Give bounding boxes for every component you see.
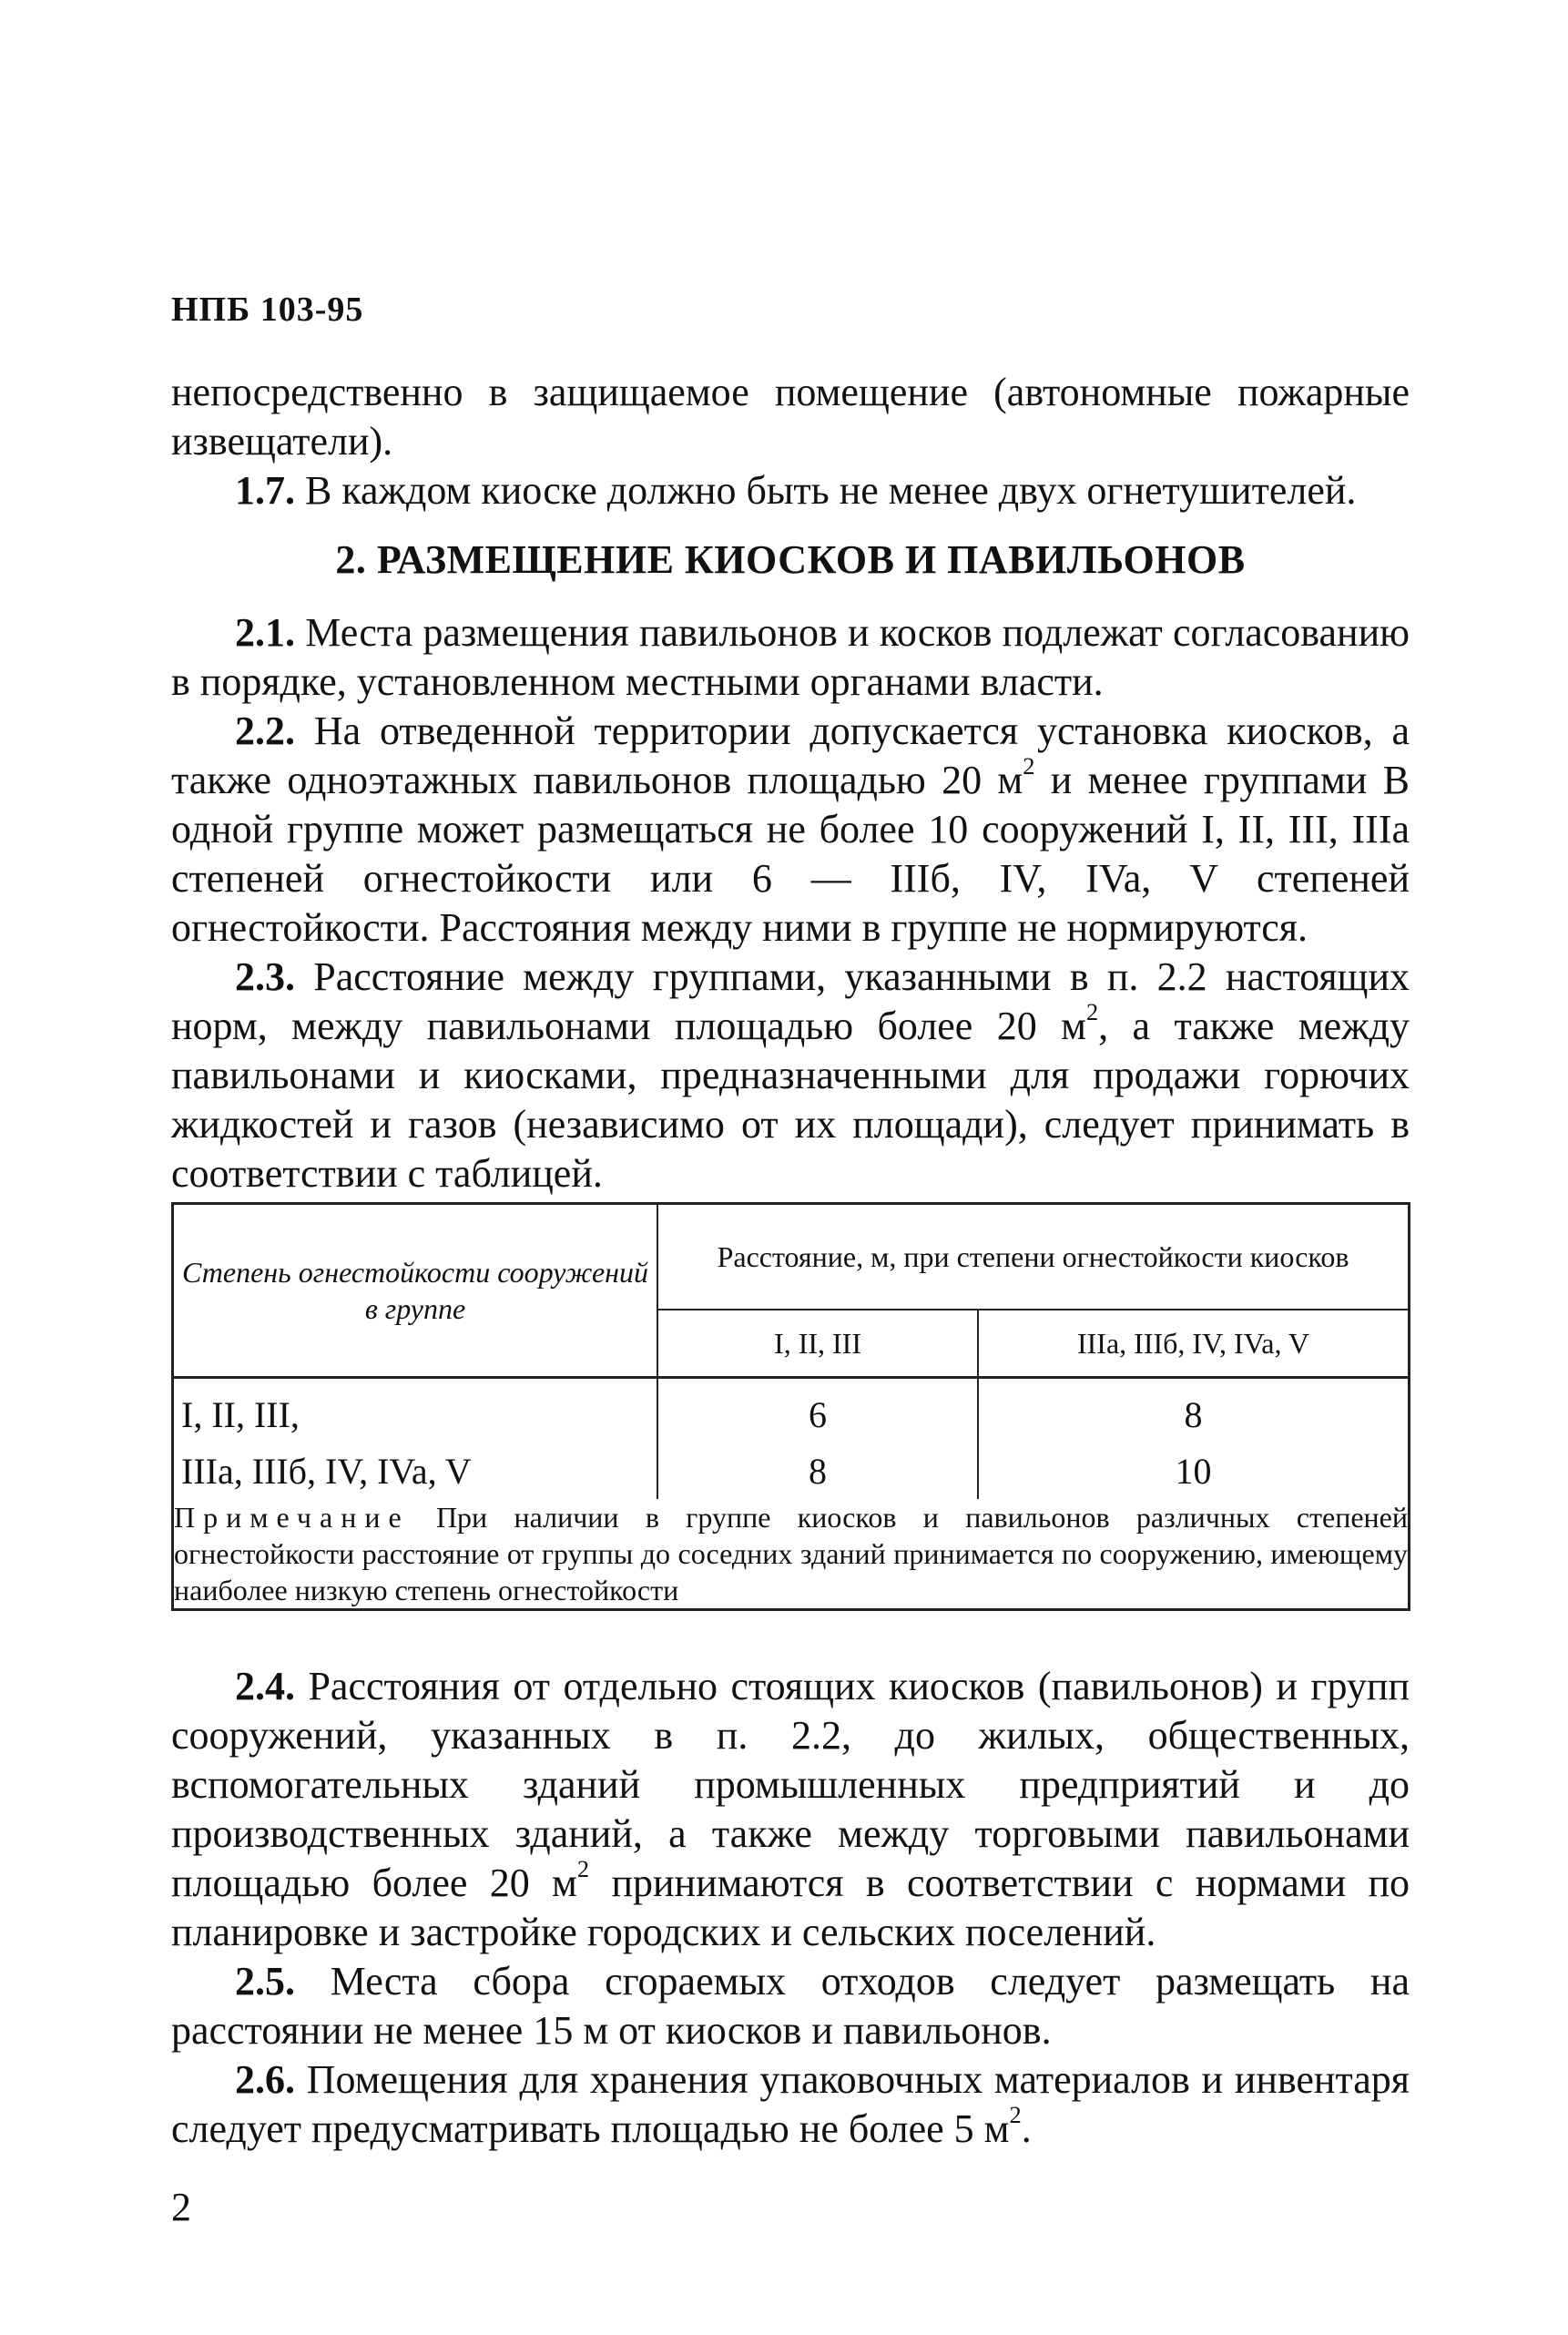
section-heading: 2. РАЗМЕЩЕНИЕ КИОСКОВ И ПАВИЛЬОНОВ — [335, 537, 1246, 582]
paragraph-text: . — [1021, 2106, 1032, 2151]
table-cell-value: 6 — [657, 1378, 978, 1443]
paragraph-text: , а также между павильонами и киосками, предназначенными для продажи горючих жидкостей и газов (независимо от их площади), следует принимать в соответствии с таблицей. — [171, 1004, 1410, 1196]
superscript: 2 — [1085, 998, 1099, 1026]
table-header-fire-resistance: Степень огнестойкости сооружений в группе — [173, 1204, 658, 1378]
paragraph-2-4 — [171, 1662, 1410, 1957]
table-cell-label: I, II, III, — [173, 1378, 658, 1443]
page-number: 2 — [171, 2185, 191, 2229]
superscript: 2 — [1023, 752, 1035, 780]
paragraph-text: и менее группами В одной группе может размещаться не более 10 сооружений I, II, III, IIIa степеней огнестойкости или 6 — IIIб, IV, IVa, V степеней огнестойкости. Расстояния между ними в группе не нормируются. — [171, 758, 1410, 950]
paragraph-text: принимаются в соответствии с нормами по планировке и застройке городских и сельских поселений. — [171, 1861, 1410, 1954]
paragraph-text: Места размещения павильонов и косков подлежат согласованию в порядке, установленном местными органами власти. — [171, 610, 1410, 704]
paragraph-number: 2.6. — [235, 2057, 295, 2102]
paragraph-text: Расстояния от отдельно стоящих киосков (павильонов) и групп сооружений, указанных в п. 2.2, до жилых, общественных, вспомогательных зданий промышленных предприятий и до производственных зданий, а также между торговыми павильонами площадью более 20 м — [171, 1664, 1410, 1905]
paragraph-number: 2.3. — [235, 954, 295, 999]
table-row — [173, 1378, 1410, 1443]
table-cell-label: IIIa, IIIб, IV, IVa, V — [173, 1443, 658, 1499]
paragraph-2-2 — [171, 707, 1410, 953]
paragraph-number: 2.2. — [235, 709, 295, 753]
superscript: 2 — [1009, 2101, 1022, 2129]
paragraph-number: 2.4. — [235, 1664, 295, 1708]
document-code: НПБ 103-95 — [171, 291, 364, 329]
fire-distance-table — [171, 1202, 1410, 1611]
paragraph-text: В каждом киоске должно быть не менее двух огнетушителей. — [295, 468, 1357, 513]
body-text-top — [171, 368, 1410, 1198]
paragraph-2-6 — [171, 2055, 1410, 2154]
paragraph-text: Расстояние между группами, указанными в п. 2.2 настоящих норм, между павильонами площадью более 20 м — [171, 954, 1410, 1048]
paragraph-number: 1.7. — [235, 468, 295, 513]
note-text: При наличии в группе киосков и павильонов различных степеней огнестойкости расстояние от группы до соседних зданий принимается по сооружению, имеющему наиболее низкую степень огнестойкости — [174, 1501, 1408, 1606]
table-cell-value: 10 — [978, 1443, 1410, 1499]
table-row — [173, 1443, 1410, 1499]
table-cell-value: 8 — [657, 1443, 978, 1499]
paragraph-2-5 — [171, 1957, 1410, 2055]
table-subheader-1: I, II, III — [657, 1310, 978, 1378]
table-cell-value: 8 — [978, 1378, 1410, 1443]
paragraph-text: На отведенной территории допускается установка киосков, а также одноэтажных павильонов площадью 20 м — [171, 709, 1410, 802]
table-header-distance: Расстояние, м, при степени огнестойкости киосков — [657, 1204, 1410, 1310]
paragraph-number: 2.1. — [235, 610, 295, 655]
paragraph-2-1 — [171, 608, 1410, 707]
paragraph-text: Места сбора сгораемых отходов следует размещать на расстоянии не менее 15 м от киосков и павильонов. — [171, 1959, 1410, 2053]
paragraph-number: 2.5. — [235, 1959, 295, 2004]
paragraph-2-3 — [171, 953, 1410, 1198]
paragraph-text: Помещения для хранения упаковочных материалов и инвентаря следует предусматривать площадью не более 5 м — [171, 2057, 1410, 2151]
superscript: 2 — [576, 1855, 590, 1883]
table-note — [173, 1499, 1410, 1610]
table-subheader-2: IIIa, IIIб, IV, IVa, V — [978, 1310, 1410, 1378]
continuation-paragraph: непосредственно в защищаемое помещение (автономные пожарные извещатели). — [171, 370, 1410, 464]
body-text-bottom — [171, 1662, 1410, 2154]
note-label: Примечание — [174, 1501, 410, 1534]
paragraph-1-7 — [171, 466, 1410, 515]
